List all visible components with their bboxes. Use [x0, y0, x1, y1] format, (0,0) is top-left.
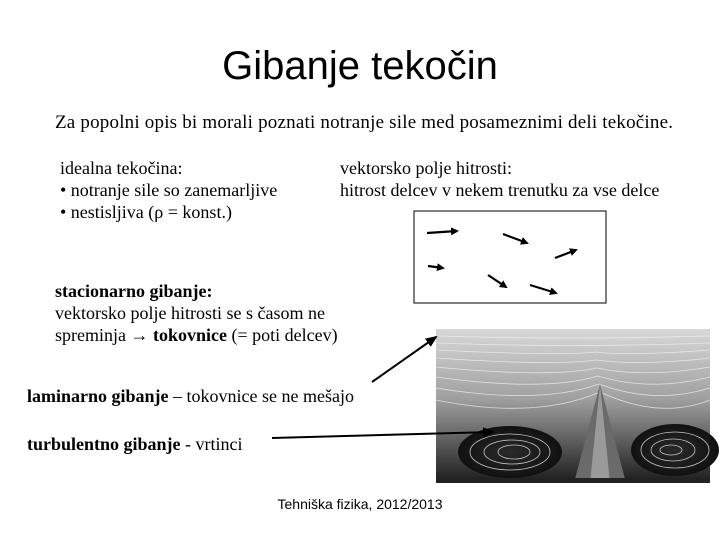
velocity-vectors: [427, 231, 576, 293]
turbulent-description: - vrtinci: [180, 434, 243, 454]
intro-text: Za popolni opis bi morali poznati notranje sile med posameznimi deli tekočine.: [55, 112, 674, 133]
stationary-line-2-prefix: spreminja: [55, 325, 131, 345]
stationary-block: [55, 280, 338, 346]
vector-field-text: hitrost delcev v nekem trenutku za vse delce: [340, 180, 660, 200]
footer-text: Tehniška fizika, 2012/2013: [277, 496, 443, 512]
stationary-line-2-suffix: (= poti delcev): [226, 325, 338, 345]
ideal-bullet-1: • notranje sile so zanemarljive: [60, 180, 278, 200]
vector-field-heading: vektorsko polje hitrosti:: [340, 158, 512, 178]
velocity-vector-2: [503, 234, 527, 243]
turbulent-line: [27, 433, 243, 455]
streamlines-term: tokovnice: [148, 325, 227, 345]
laminar-line: [27, 385, 354, 407]
stationary-line-1: vektorsko polje hitrosti se s časom ne: [55, 303, 325, 323]
velocity-vector-4: [428, 266, 443, 268]
vector-field-box: [414, 211, 606, 303]
velocity-vector-5: [488, 275, 506, 287]
rho-symbol: ρ: [154, 202, 164, 222]
turbulent-term: turbulentno gibanje: [27, 434, 181, 454]
velocity-vector-1: [427, 231, 457, 233]
ideal-bullet-2-suffix: = konst.): [163, 202, 232, 222]
ideal-heading: idealna tekočina:: [60, 158, 183, 178]
ideal-bullet-2-prefix: • nestisljiva (: [60, 202, 155, 222]
laminar-pointer-arrow: [372, 337, 436, 382]
velocity-vector-6: [530, 285, 556, 293]
flow-photo: [436, 329, 719, 483]
stationary-heading: stacionarno gibanje:: [55, 281, 213, 301]
velocity-vector-3: [555, 250, 576, 258]
stationary-line-2: [55, 324, 338, 346]
implies-arrow-icon: →: [130, 325, 149, 345]
slide-title: Gibanje tekočin: [222, 44, 498, 88]
laminar-description: – tokovnice se ne mešajo: [168, 386, 354, 406]
laminar-term: laminarno gibanje: [27, 386, 169, 406]
